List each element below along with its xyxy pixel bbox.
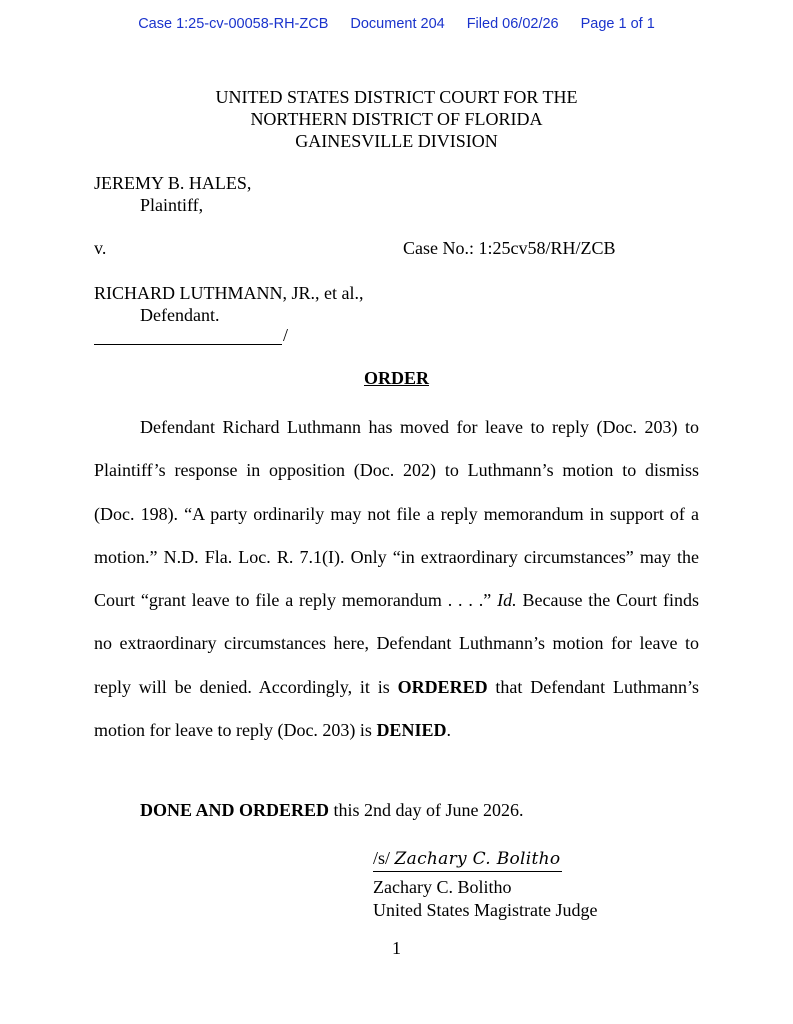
defendant-name: RICHARD LUTHMANN, JR., et al.,: [94, 283, 364, 303]
case-number: Case No.: 1:25cv58/RH/ZCB: [403, 238, 616, 258]
case-number-stamp: Case 1:25-cv-00058-RH-ZCB: [138, 16, 329, 32]
plaintiff-block: [94, 172, 251, 216]
caption-separator-line: [94, 344, 282, 345]
defendant-role: Defendant.: [140, 305, 220, 325]
court-line-2: NORTHERN DISTRICT OF FLORIDA: [250, 109, 543, 129]
defendant-block: [94, 282, 364, 326]
judge-name: Zachary C. Bolitho: [373, 877, 512, 897]
handwritten-signature: Zachary C. Bolitho: [394, 849, 561, 869]
versus: v.: [94, 238, 107, 258]
done-date-text: this 2nd day of June 2026.: [329, 800, 524, 820]
electronic-signature: [373, 846, 562, 872]
done-and-ordered-emphasis: DONE AND ORDERED: [140, 800, 330, 820]
order-body-paragraph: [94, 406, 699, 752]
judge-block: [373, 876, 597, 922]
body-text-a: Defendant Richard Luthmann has moved for leave to reply (Doc. 203) to Plaintiff’s response in opposition (Doc. 202) to Luthmann’s motion to dismiss (Doc. 198). “A party ordinarily may not file a reply memorandum in support of a motion.” N.D. Fla. Loc. R. 7.1(I). Only “in extraordinary circumstances” may the Court “grant leave to file a reply memorandum . . . .”: [94, 417, 699, 611]
body-text-end: .: [446, 720, 451, 741]
signature-prefix: /s/: [373, 848, 395, 868]
judge-title: United States Magistrate Judge: [373, 900, 598, 920]
ecf-header-stamp: [0, 16, 793, 32]
court-heading: [0, 86, 793, 152]
body-text-b: Because the Court finds no extraordinary circumstances here, Defendant Luthmann’s motion for leave to reply will be denied. Accordingly, it is: [94, 590, 699, 697]
court-line-1: UNITED STATES DISTRICT COURT FOR THE: [215, 87, 578, 107]
caption-slash: /: [283, 325, 289, 345]
body-text-c: that Defendant Luthmann’s motion for leave to reply (Doc. 203) is: [94, 676, 699, 741]
plaintiff-name: JEREMY B. HALES,: [94, 173, 252, 193]
order-title: ORDER: [363, 368, 429, 388]
denied-emphasis: DENIED: [376, 720, 447, 741]
done-and-ordered-line: [140, 800, 524, 821]
plaintiff-role: Plaintiff,: [140, 195, 204, 215]
page-number: 1: [392, 938, 401, 958]
id-citation: Id.: [497, 590, 517, 611]
filed-date-stamp: Filed 06/02/26: [466, 16, 559, 32]
ordered-emphasis: ORDERED: [397, 676, 488, 697]
court-line-3: GAINESVILLE DIVISION: [295, 131, 498, 151]
document-number-stamp: Document 204: [350, 16, 445, 32]
page-count-stamp: Page 1 of 1: [580, 16, 655, 32]
